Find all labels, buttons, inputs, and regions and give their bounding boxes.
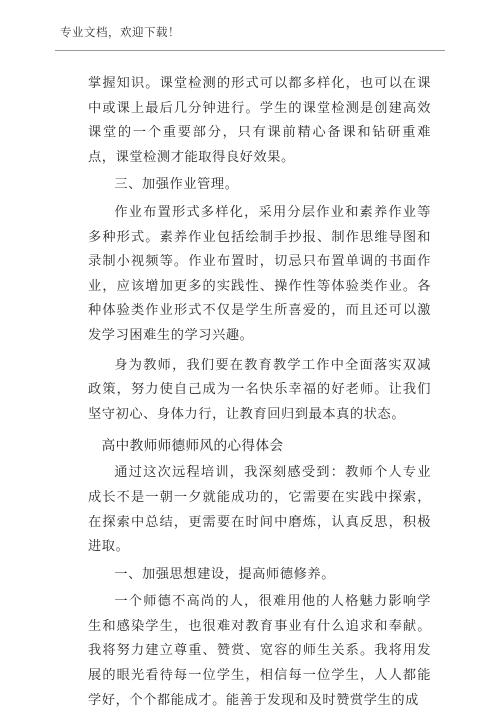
paragraph-teacher-role: 身为教师，我们要在教育教学工作中全面落实双减政策，努力使自己成为一名快乐幸福的好老师。让我们坚守初心、身体力行，让教育回归到最本真的状态。 xyxy=(88,357,431,422)
paragraph-training-reflection: 通过这次远程培训，我深刻感受到：教师个人专业成长不是一朝一夕就能成功的，它需要在实践中探索，在探索中总结，更需要在时间中磨炼，认真反思，积极进取。 xyxy=(88,465,431,555)
document-body xyxy=(88,72,431,713)
page-header: 专业文档，欢迎下载！ xyxy=(60,25,180,39)
article-title: 高中教师师德师风的心得体会 xyxy=(101,438,284,455)
paragraph-homework: 作业布置形式多样化，采用分层作业和素养作业等多种形式。素养作业包括绘制手抄报、制作思维导图和录制小视频等。作业布置时，切忌只布置单调的书面作业，应该增加更多的实践性、操作性等体验类作业。各种体验类作业形式不仅是学生所喜爱的，而且还可以激发学习困难生的学习兴趣。 xyxy=(88,204,431,343)
section-heading-ethics: 一、加强思想建设，提高师德修养。 xyxy=(114,566,335,582)
paragraph-ethics: 一个师德不高尚的人，很难用他的人格魅力影响学生和感染学生，也很难对教育事业有什么追求和奉献。我将努力建立尊重、赞赏、宽容的师生关系。我将用发展的眼光看待每一位学生，相信每一位学生，人人都能学好，个个都能成才。能善于发现和及时赞赏学生的成 xyxy=(88,594,431,708)
header-divider xyxy=(55,50,445,51)
section-heading-homework: 三、加强作业管理。 xyxy=(114,177,239,193)
paragraph-classroom-testing: 掌握知识。课堂检测的形式可以都多样化，也可以在课中或课上最后几分钟进行。学生的课堂检测是创建高效课堂的一个重要部分，只有课前精心备课和钻研重难点，课堂检测才能取得良好效果。 xyxy=(88,76,431,165)
